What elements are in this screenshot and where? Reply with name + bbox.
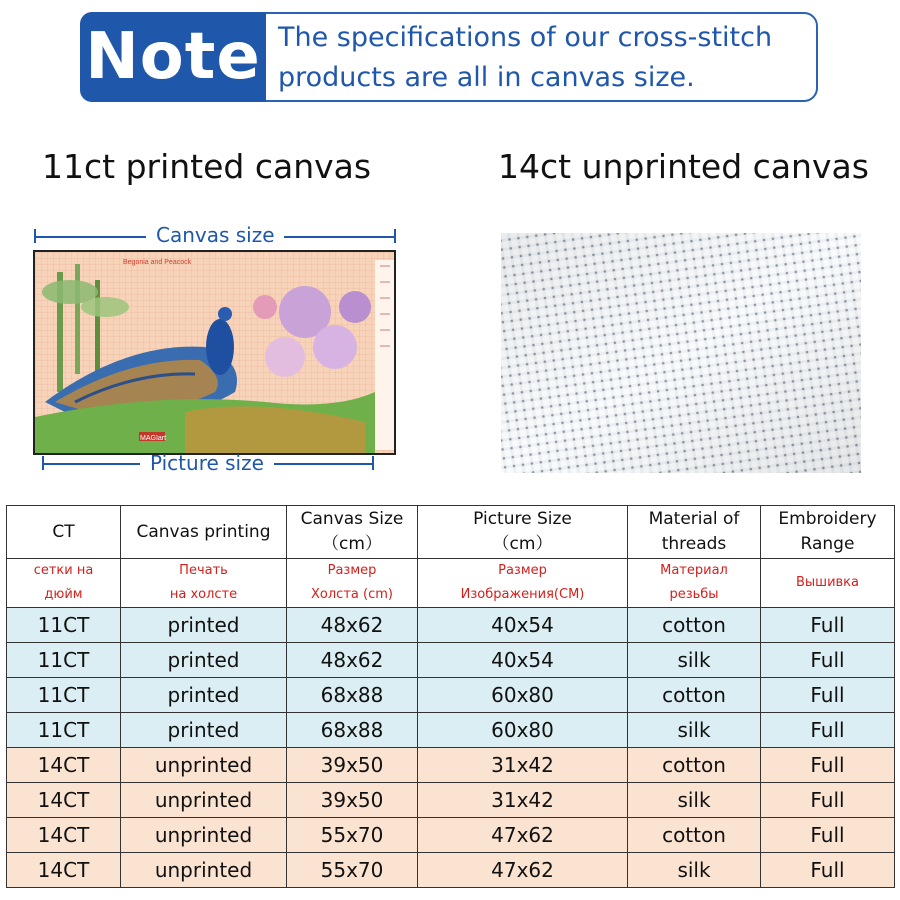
spec-table: [6, 505, 895, 888]
cell-material: cotton: [628, 818, 761, 853]
canvas-size-tick-right: [394, 229, 396, 243]
cell-picture-size: 47x62: [418, 818, 628, 853]
picture-size-line-left: [42, 463, 140, 465]
header-ru-picture-size: Размер Изображения(CM): [418, 559, 628, 608]
header-ru-canvas-size: Размер Холста (cm): [287, 559, 418, 608]
canvas-size-line-left: [34, 236, 146, 238]
table-row: [7, 713, 895, 748]
cell-range: Full: [761, 783, 895, 818]
header-ru-range: Вышивка: [761, 559, 895, 608]
picture-size-label: Picture size: [150, 451, 264, 475]
cell-ct: 14CT: [7, 748, 121, 783]
cell-picture-size: 31x42: [418, 748, 628, 783]
note-badge: Note: [80, 12, 266, 102]
canvas-size-label: Canvas size: [156, 223, 275, 247]
table-row: [7, 853, 895, 888]
canvas-size-line-right: [284, 236, 396, 238]
cell-material: cotton: [628, 748, 761, 783]
cell-range: Full: [761, 818, 895, 853]
cell-canvas-size: 68x88: [287, 713, 418, 748]
cell-picture-size: 40x54: [418, 643, 628, 678]
peacock-artwork: [35, 252, 396, 455]
cell-printing: unprinted: [121, 748, 287, 783]
header-ct: CT: [7, 506, 121, 559]
header-material: Material of threads: [628, 506, 761, 559]
cell-printing: unprinted: [121, 818, 287, 853]
aida-fabric-texture: [501, 233, 861, 473]
header-canvas-size: Canvas Size （cm）: [287, 506, 418, 559]
cell-canvas-size: 55x70: [287, 853, 418, 888]
table-row: [7, 643, 895, 678]
cell-range: Full: [761, 748, 895, 783]
cell-canvas-size: 39x50: [287, 748, 418, 783]
table-header-russian-row: [7, 559, 895, 608]
cell-material: cotton: [628, 608, 761, 643]
cell-material: silk: [628, 783, 761, 818]
cell-ct: 11CT: [7, 608, 121, 643]
cell-range: Full: [761, 853, 895, 888]
unprinted-canvas-title: 14ct unprinted canvas: [498, 147, 869, 186]
cell-range: Full: [761, 643, 895, 678]
cell-picture-size: 40x54: [418, 608, 628, 643]
table-row: [7, 608, 895, 643]
cell-canvas-size: 48x62: [287, 643, 418, 678]
cell-picture-size: 60x80: [418, 678, 628, 713]
printed-canvas-image: [33, 250, 396, 455]
cell-printing: printed: [121, 713, 287, 748]
cell-canvas-size: 39x50: [287, 783, 418, 818]
cell-material: silk: [628, 713, 761, 748]
cell-printing: printed: [121, 608, 287, 643]
header-embroidery-range: Embroidery Range: [761, 506, 895, 559]
cell-canvas-size: 55x70: [287, 818, 418, 853]
header-picture-size: Picture Size （cm）: [418, 506, 628, 559]
note-text: [278, 18, 813, 98]
cell-ct: 14CT: [7, 818, 121, 853]
cell-ct: 14CT: [7, 783, 121, 818]
cell-canvas-size: 68x88: [287, 678, 418, 713]
cell-material: cotton: [628, 678, 761, 713]
cell-picture-size: 47x62: [418, 853, 628, 888]
printed-canvas-title: 11ct printed canvas: [42, 147, 372, 186]
cell-ct: 11CT: [7, 678, 121, 713]
table-row: [7, 818, 895, 853]
cell-ct: 11CT: [7, 713, 121, 748]
cell-range: Full: [761, 678, 895, 713]
cell-range: Full: [761, 608, 895, 643]
cell-printing: printed: [121, 643, 287, 678]
cell-picture-size: 31x42: [418, 783, 628, 818]
cell-ct: 14CT: [7, 853, 121, 888]
unprinted-canvas-image: [501, 233, 861, 473]
header-ru-ct: сетки на дюйм: [7, 559, 121, 608]
cell-printing: unprinted: [121, 783, 287, 818]
header-canvas-printing: Canvas printing: [121, 506, 287, 559]
picture-size-tick-right: [372, 456, 374, 470]
table-row: [7, 678, 895, 713]
artwork-title: Begonia and Peacock: [123, 259, 192, 266]
cell-printing: printed: [121, 678, 287, 713]
table-row: [7, 748, 895, 783]
cell-material: silk: [628, 643, 761, 678]
table-row: [7, 783, 895, 818]
cell-picture-size: 60x80: [418, 713, 628, 748]
header-ru-material: Материал резьбы: [628, 559, 761, 608]
cell-ct: 11CT: [7, 643, 121, 678]
brand-logo: MAGIart: [140, 435, 167, 442]
table-header-row: [7, 506, 895, 559]
note-line-1: The specifications of our cross-stitch: [278, 22, 773, 53]
picture-size-line-right: [274, 463, 372, 465]
cell-printing: unprinted: [121, 853, 287, 888]
cell-range: Full: [761, 713, 895, 748]
cell-canvas-size: 48x62: [287, 608, 418, 643]
header-ru-printing: Печать на холсте: [121, 559, 287, 608]
note-line-2: products are all in canvas size.: [278, 62, 695, 93]
cell-material: silk: [628, 853, 761, 888]
